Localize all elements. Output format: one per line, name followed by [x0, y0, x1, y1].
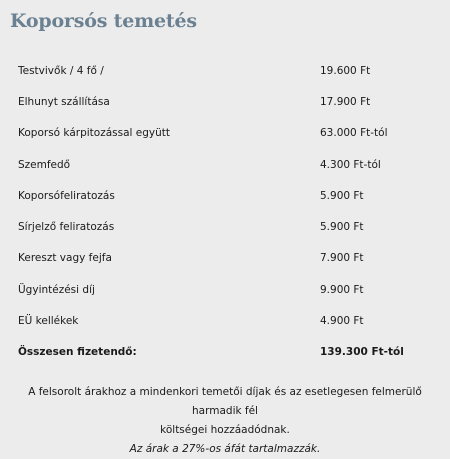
page-title: Koporsós temetés: [10, 10, 197, 32]
item-price: 5.900 Ft: [320, 189, 364, 202]
item-price: 9.900 Ft: [320, 283, 364, 296]
item-label: Szemfedő: [18, 158, 71, 171]
item-label: Elhunyt szállítása: [18, 95, 110, 108]
total-price: 139.300 Ft-tól: [320, 346, 404, 359]
item-label: Ügyintézési díj: [18, 283, 95, 296]
item-label: Testvivők / 4 fő /: [18, 64, 104, 77]
item-price: 7.900 Ft: [320, 252, 364, 265]
item-price: 63.000 Ft-tól: [320, 127, 388, 140]
item-price: 4.300 Ft-tól: [320, 158, 381, 171]
table-row: [10, 149, 440, 180]
item-label: EÜ kellékek: [18, 315, 79, 328]
table-row: [10, 274, 440, 305]
item-label: Koporsófeliratozás: [18, 189, 115, 202]
total-label: Összesen fizetendő:: [18, 346, 137, 359]
fees-note-line-1: A felsorolt árakhoz a mindenkori temetői díjak és az esetlegesen felmerülő harmadik fél: [28, 386, 422, 417]
item-price: 19.600 Ft: [320, 64, 371, 77]
fees-note-line-2: költségei hozzáadódnak.: [160, 424, 290, 436]
item-price: 4.900 Ft: [320, 315, 364, 328]
total-row: [10, 337, 440, 368]
table-row: [10, 180, 440, 211]
item-label: Koporsó kárpitozással együtt: [18, 127, 170, 140]
table-row: [10, 55, 440, 86]
price-table: [10, 55, 440, 368]
table-row: [10, 305, 440, 336]
table-row: [10, 86, 440, 117]
table-row: [10, 118, 440, 149]
item-label: Kereszt vagy fejfa: [18, 252, 112, 265]
vat-note: Az árak a 27%-os áfát tartalmazzák.: [129, 443, 321, 455]
item-price: 5.900 Ft: [320, 221, 364, 234]
table-row: [10, 211, 440, 242]
table-row: [10, 243, 440, 274]
item-price: 17.900 Ft: [320, 95, 371, 108]
item-label: Sírjelző feliratozás: [18, 221, 115, 234]
price-notes: [10, 383, 440, 459]
